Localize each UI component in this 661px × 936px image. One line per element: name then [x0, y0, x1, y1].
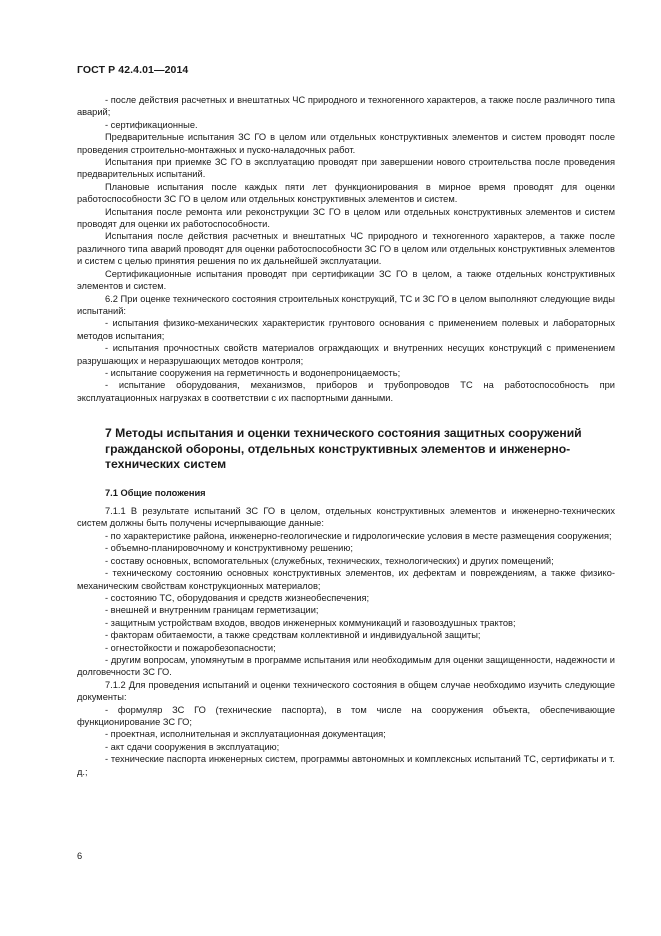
paragraph: - другим вопросам, упомянутым в программе испытания или необходимым для оценки защищенности, надежности и долговечности ЗС ГО.: [77, 654, 615, 678]
paragraph: - испытание сооружения на герметичность и водонепроницаемость;: [105, 367, 401, 378]
paragraph: Плановые испытания после каждых пяти лет функционирования в мирное время проводят для оценки работоспособности ЗС ГО в целом или отдельных конструктивных элементов и систем.: [77, 181, 615, 205]
page-body: [77, 94, 615, 778]
section-title: 7 Методы испытания и оценки технического состояния защитных сооружений гражданской обороны, отдельных конструктивных элементов и инженерно-технических систем: [105, 426, 582, 472]
paragraph: - по характеристике района, инженерно-геологические и гидрологические условия в месте размещения сооружения;: [105, 530, 612, 541]
subsection-title: 7.1 Общие положения: [105, 487, 206, 498]
paragraph: - после действия расчетных и внештатных ЧС природного и техногенного характеров, а также после различного типа аварий;: [77, 95, 615, 118]
page-number: 6: [77, 851, 83, 861]
paragraph: 6.2 При оценке технического состояния строительных конструкций, ТС и ЗС ГО в целом выполняют следующие виды испытаний:: [77, 293, 615, 316]
paragraph: - испытание оборудования, механизмов, приборов и трубопроводов ТС на работоспособность при эксплуатационных нагрузках в соответствии с их паспортными данными.: [77, 380, 615, 403]
paragraph: Сертификационные испытания проводят при сертификации ЗС ГО в целом, а также отдельных конструктивных элементов и систем.: [77, 268, 615, 292]
paragraph: 7.1.1 В результате испытаний ЗС ГО в целом, отдельных конструктивных элементов и инженерно-технических систем должны быть получены исчерпывающие данные:: [77, 506, 615, 529]
paragraph: Испытания после действия расчетных и внештатных ЧС природного и техногенного характеров, а также после различного типа аварий проводят для оценки работоспособности ЗС ГО в целом или отдельных конструктивных элементов и систем с целью принятия решения по их дальнейшей эксплуатации.: [77, 231, 615, 267]
paragraph: - состоянию ТС, оборудования и средств жизнеобеспечения;: [105, 592, 370, 603]
paragraph: - формуляр ЗС ГО (технические паспорта), в том числе на сооружения объекта, обеспечивающие функционирование ЗС ГО;: [77, 704, 615, 727]
paragraph: - факторам обитаемости, а также средствам коллективной и индивидуальной защиты;: [105, 630, 481, 641]
paragraph: - технические паспорта инженерных систем, программы автономных и комплексных испытаний ТС, сертификаты и т. д.;: [77, 754, 615, 777]
paragraph: - сертификационные.: [105, 119, 198, 130]
paragraph: - защитным устройствам входов, вводов инженерных коммуникаций и газовоздушных трактов;: [105, 617, 516, 628]
paragraph: - внешней и внутренним границам герметизации;: [105, 605, 319, 616]
paragraph: Предварительные испытания ЗС ГО в целом или отдельных конструктивных элементов и систем проводят после проведения строительно-монтажных и пуско-наладочных работ.: [77, 132, 615, 155]
paragraph: - огнестойкости и пожаробезопасности;: [105, 642, 276, 653]
paragraph: 7.1.2 Для проведения испытаний и оценки технического состояния в общем случае необходимо изучить следующие документы:: [77, 679, 615, 703]
paragraph: - акт сдачи сооружения в эксплуатацию;: [105, 741, 280, 752]
paragraph: Испытания при приемке ЗС ГО в эксплуатацию проводят при завершении нового строительства после проведения предварительных испытаний.: [77, 157, 615, 180]
paragraph: - техническому состоянию основных конструктивных элементов, их дефектам и повреждениям, а также физико-механическим свойствам конструкционных материалов;: [77, 568, 615, 591]
paragraph: - испытания прочностных свойств материалов ограждающих и внутренних несущих конструкций с применением разрушающих и неразрушающих методов контроля;: [77, 343, 615, 366]
paragraph: Испытания после ремонта или реконструкции ЗС ГО в целом или отдельных конструктивных элементов и систем проводят для оценки их работоспособности.: [77, 206, 615, 230]
paragraph: - испытания физико-механических характеристик грунтового основания с применением полевых и лабораторных методов испытания;: [77, 318, 615, 341]
paragraph: - проектная, исполнительная и эксплуатационная документация;: [105, 729, 386, 740]
paragraph: - объемно-планировочному и конструктивному решению;: [105, 543, 353, 554]
paragraph: - составу основных, вспомогательных (служебных, технических, технологических) и других помещений;: [105, 555, 554, 566]
document-header: ГОСТ Р 42.4.01—2014: [77, 64, 189, 76]
